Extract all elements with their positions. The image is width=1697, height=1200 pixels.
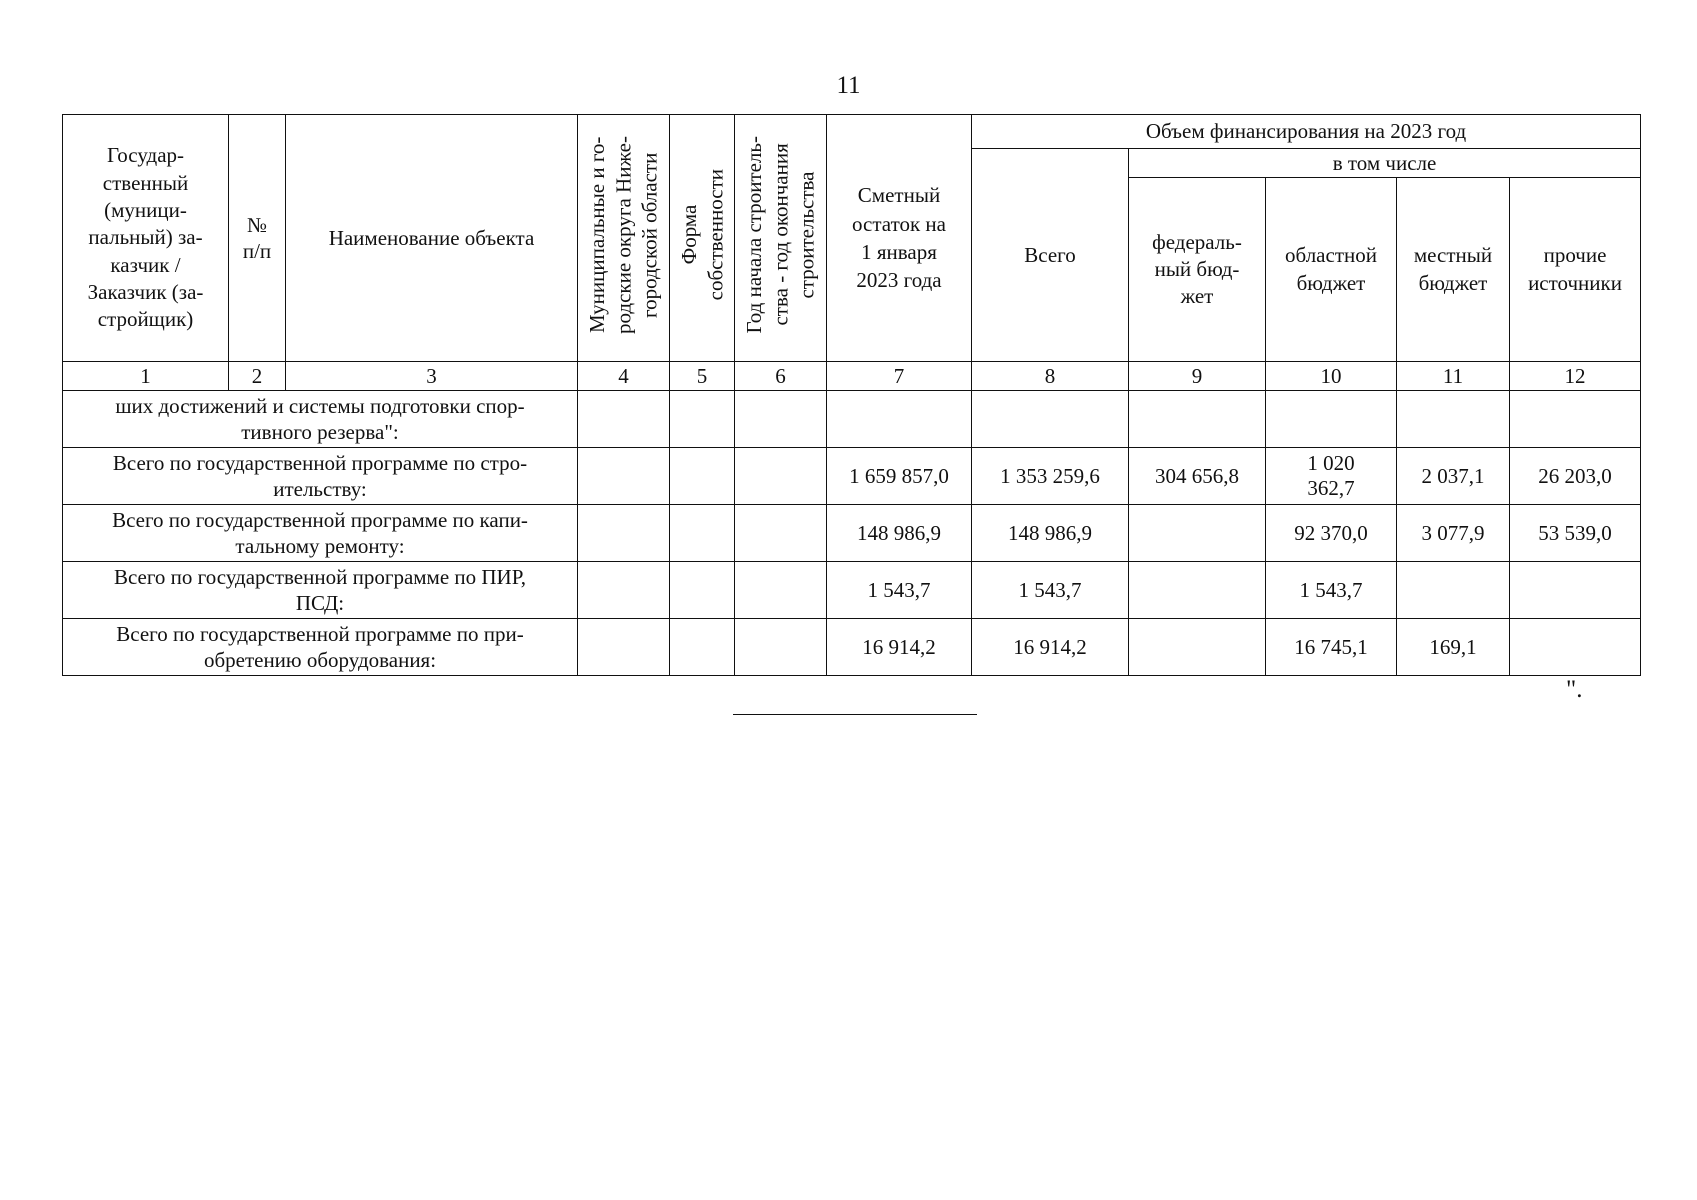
cell-ownership <box>670 448 735 505</box>
cell-regional: 1 543,7 <box>1266 562 1397 619</box>
cell-estimate: 1 543,7 <box>827 562 972 619</box>
cell-other <box>1510 619 1641 676</box>
cell-municipality <box>578 619 670 676</box>
cell-local <box>1397 562 1510 619</box>
column-number-row <box>63 362 1641 391</box>
cell-municipality <box>578 391 670 448</box>
cell-estimate <box>827 391 972 448</box>
row-name: Всего по государственной программе по при- обретению оборудования: <box>63 619 578 676</box>
header-regional: областной бюджет <box>1266 178 1397 362</box>
cell-total <box>972 391 1129 448</box>
cell-total: 16 914,2 <box>972 619 1129 676</box>
column-number: 8 <box>972 362 1129 391</box>
cell-federal <box>1129 391 1266 448</box>
page-number: 11 <box>836 72 861 99</box>
header-other: прочие источники <box>1510 178 1641 362</box>
cell-regional: 16 745,1 <box>1266 619 1397 676</box>
cell-federal <box>1129 619 1266 676</box>
header-total: Всего <box>972 149 1129 362</box>
header-municipality: Муниципальные и го- родские округа Ниже- городской области <box>578 115 670 362</box>
cell-ownership <box>670 619 735 676</box>
cell-municipality <box>578 505 670 562</box>
cell-total: 148 986,9 <box>972 505 1129 562</box>
row-name: Всего по государственной программе по стро- ительству: <box>63 448 578 505</box>
header-index: № п/п <box>229 115 286 362</box>
column-number: 3 <box>286 362 578 391</box>
table-row <box>63 391 1641 448</box>
header-including: в том числе <box>1129 149 1641 178</box>
cell-local <box>1397 391 1510 448</box>
header-federal: федераль- ный бюд- жет <box>1129 178 1266 362</box>
cell-local: 169,1 <box>1397 619 1510 676</box>
cell-federal: 304 656,8 <box>1129 448 1266 505</box>
cell-estimate: 148 986,9 <box>827 505 972 562</box>
column-number: 5 <box>670 362 735 391</box>
cell-ownership <box>670 562 735 619</box>
cell-local: 2 037,1 <box>1397 448 1510 505</box>
header-funding-group: Объем финансирования на 2023 год <box>972 115 1641 149</box>
closing-quote: ". <box>1566 676 1583 703</box>
cell-estimate: 16 914,2 <box>827 619 972 676</box>
cell-municipality <box>578 448 670 505</box>
cell-years <box>735 448 827 505</box>
column-number: 12 <box>1510 362 1641 391</box>
header-estimate: Сметный остаток на 1 января 2023 года <box>827 115 972 362</box>
cell-years <box>735 505 827 562</box>
cell-years <box>735 391 827 448</box>
header-customer: Государ- ственный (муници- пальный) за- казчик / Заказчик (за- стройщик) <box>63 115 229 362</box>
cell-total: 1 543,7 <box>972 562 1129 619</box>
column-number: 1 <box>63 362 229 391</box>
cell-estimate: 1 659 857,0 <box>827 448 972 505</box>
cell-ownership <box>670 391 735 448</box>
row-name: Всего по государственной программе по ПИР, ПСД: <box>63 562 578 619</box>
cell-ownership <box>670 505 735 562</box>
cell-years <box>735 619 827 676</box>
cell-other <box>1510 562 1641 619</box>
cell-federal <box>1129 562 1266 619</box>
header-years: Год начала строитель- ства - год окончания строительства <box>735 115 827 362</box>
column-number: 10 <box>1266 362 1397 391</box>
cell-regional <box>1266 391 1397 448</box>
header-object-name: Наименование объекта <box>286 115 578 362</box>
table-row <box>63 562 1641 619</box>
cell-municipality <box>578 562 670 619</box>
cell-local: 3 077,9 <box>1397 505 1510 562</box>
column-number: 7 <box>827 362 972 391</box>
column-number: 9 <box>1129 362 1266 391</box>
cell-regional: 1 020 362,7 <box>1266 448 1397 505</box>
header-local: местный бюджет <box>1397 178 1510 362</box>
table-row <box>63 619 1641 676</box>
column-number: 11 <box>1397 362 1510 391</box>
cell-years <box>735 562 827 619</box>
table-row <box>63 505 1641 562</box>
table-row <box>63 448 1641 505</box>
column-number: 6 <box>735 362 827 391</box>
column-number: 4 <box>578 362 670 391</box>
cell-other: 53 539,0 <box>1510 505 1641 562</box>
column-number: 2 <box>229 362 286 391</box>
cell-federal <box>1129 505 1266 562</box>
row-name: Всего по государственной программе по капи- тальному ремонту: <box>63 505 578 562</box>
cell-other: 26 203,0 <box>1510 448 1641 505</box>
cell-total: 1 353 259,6 <box>972 448 1129 505</box>
row-name: ших достижений и системы подготовки спор- тивного резерва": <box>63 391 578 448</box>
footer-separator-line <box>733 714 977 715</box>
cell-other <box>1510 391 1641 448</box>
header-ownership: Форма собственности <box>670 115 735 362</box>
cell-regional: 92 370,0 <box>1266 505 1397 562</box>
financing-table <box>62 114 1641 676</box>
